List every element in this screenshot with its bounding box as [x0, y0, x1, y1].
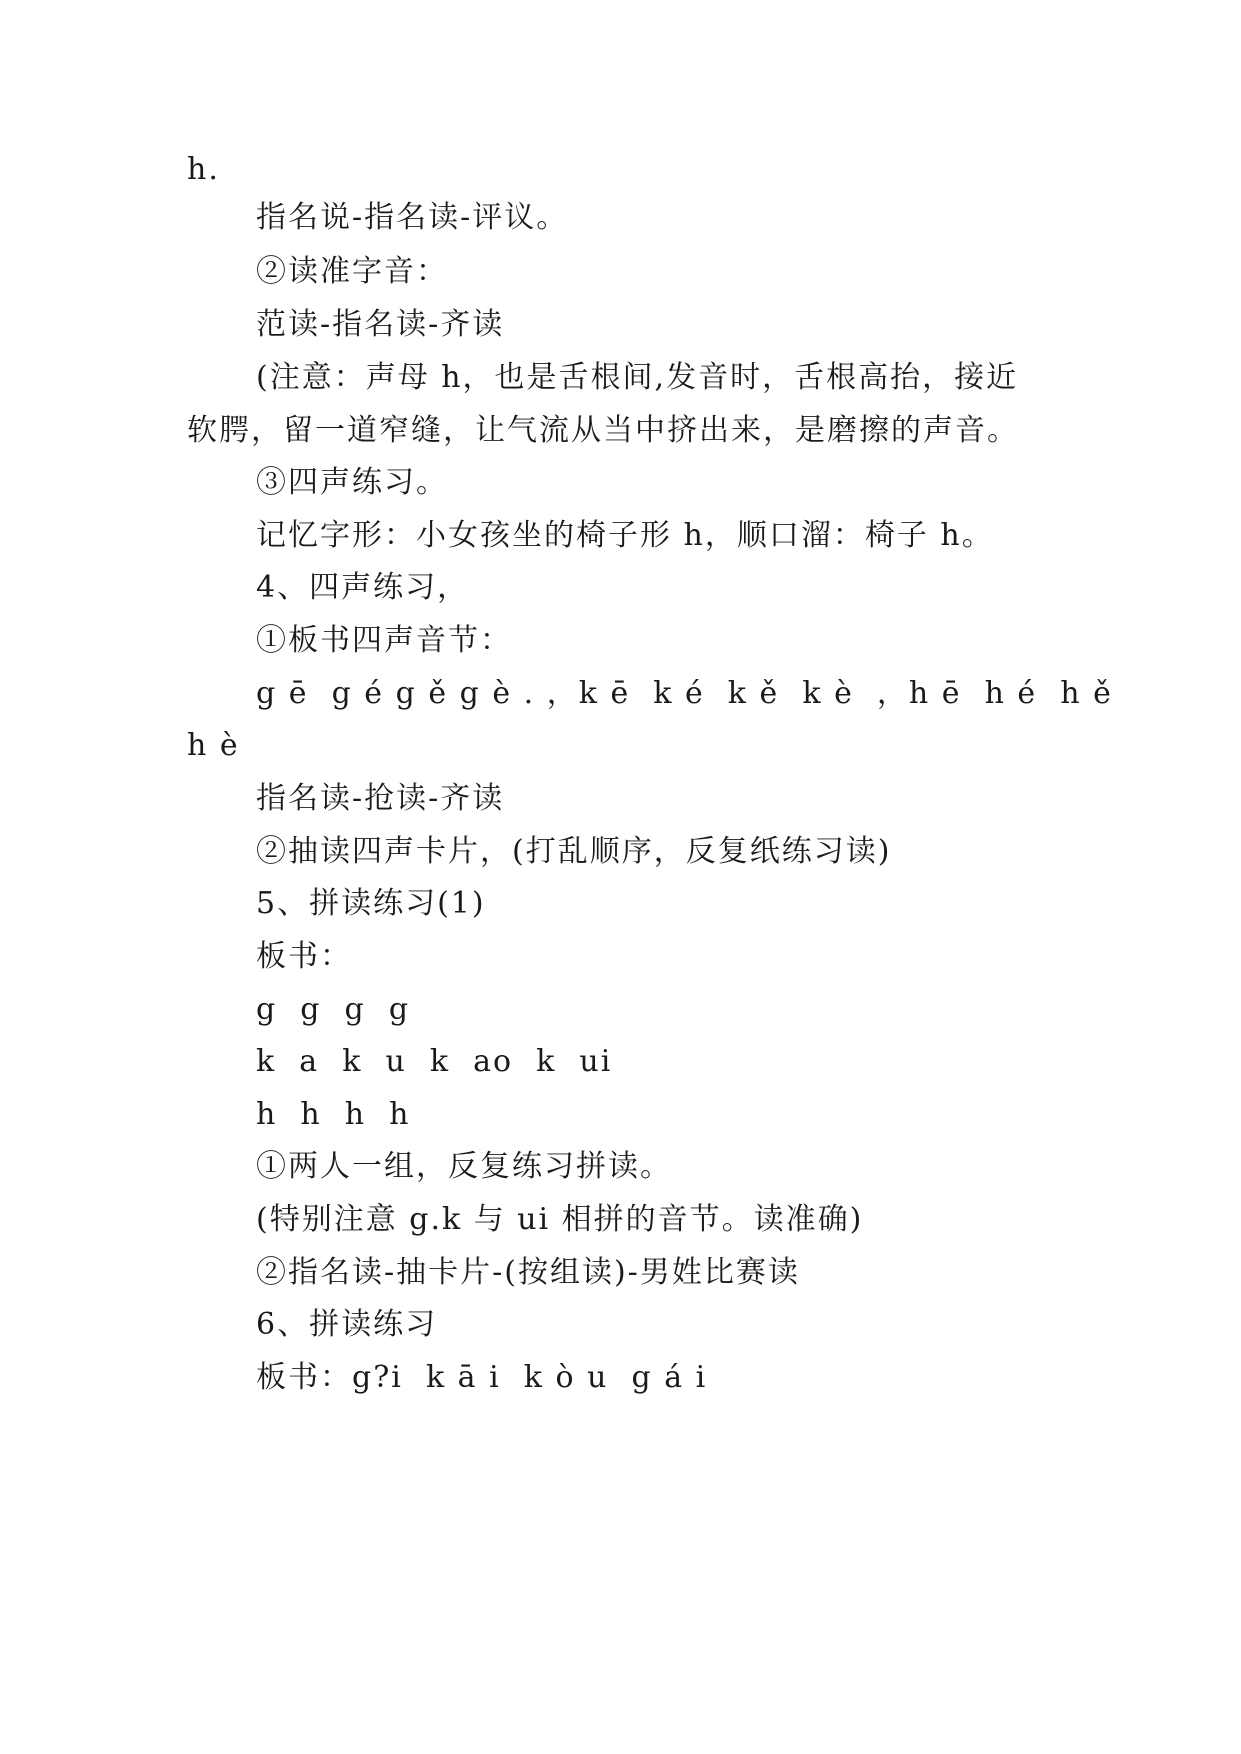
text-line: 记忆字形：小女孩坐的椅子形 h，顺口溜：椅子 h。 [256, 518, 994, 553]
text-line: h. [187, 152, 220, 187]
text-line: ②读准字音： [256, 254, 448, 289]
text-line: g ē g é g ě g è . ，k ē k é k ě k è ，h ē h é h ě [256, 676, 1113, 711]
text-line: ②指名读-抽卡片-(按组读)-男姓比赛读 [256, 1255, 800, 1290]
text-line: 6、拼读练习 [256, 1307, 438, 1342]
text-line: 指名读-抢读-齐读 [256, 781, 505, 816]
text-line: h è [187, 728, 240, 763]
text-line: 指名说-指名读-评议。 [256, 200, 569, 235]
text-line: 软腭，留一道窄缝，让气流从当中挤出来，是磨擦的声音。 [187, 413, 1019, 448]
text-line: 范读-指名读-齐读 [256, 307, 505, 342]
text-line: 4、四声练习， [256, 570, 470, 605]
text-line: (特别注意 g.k 与 ui 相拼的音节。读准确) [256, 1202, 864, 1237]
text-line: ③四声练习。 [256, 465, 448, 500]
text-line: 板书： [256, 939, 352, 974]
text-line: g g g g [256, 992, 411, 1027]
text-line: ②抽读四声卡片，(打乱顺序，反复纸练习读) [256, 834, 892, 869]
text-line: k a k u k ao k ui [256, 1044, 613, 1079]
text-line: ①板书四声音节： [256, 623, 512, 658]
text-line: 5、拼读练习(1) [256, 886, 486, 921]
text-line: (注意：声母 h，也是舌根间,发音时，舌根高抬，接近 [256, 360, 1019, 395]
text-line: h h h h [256, 1097, 411, 1132]
text-line: 板书：g?i k ā i k ò u g á i [256, 1360, 708, 1395]
text-line: ①两人一组，反复练习拼读。 [256, 1149, 672, 1184]
